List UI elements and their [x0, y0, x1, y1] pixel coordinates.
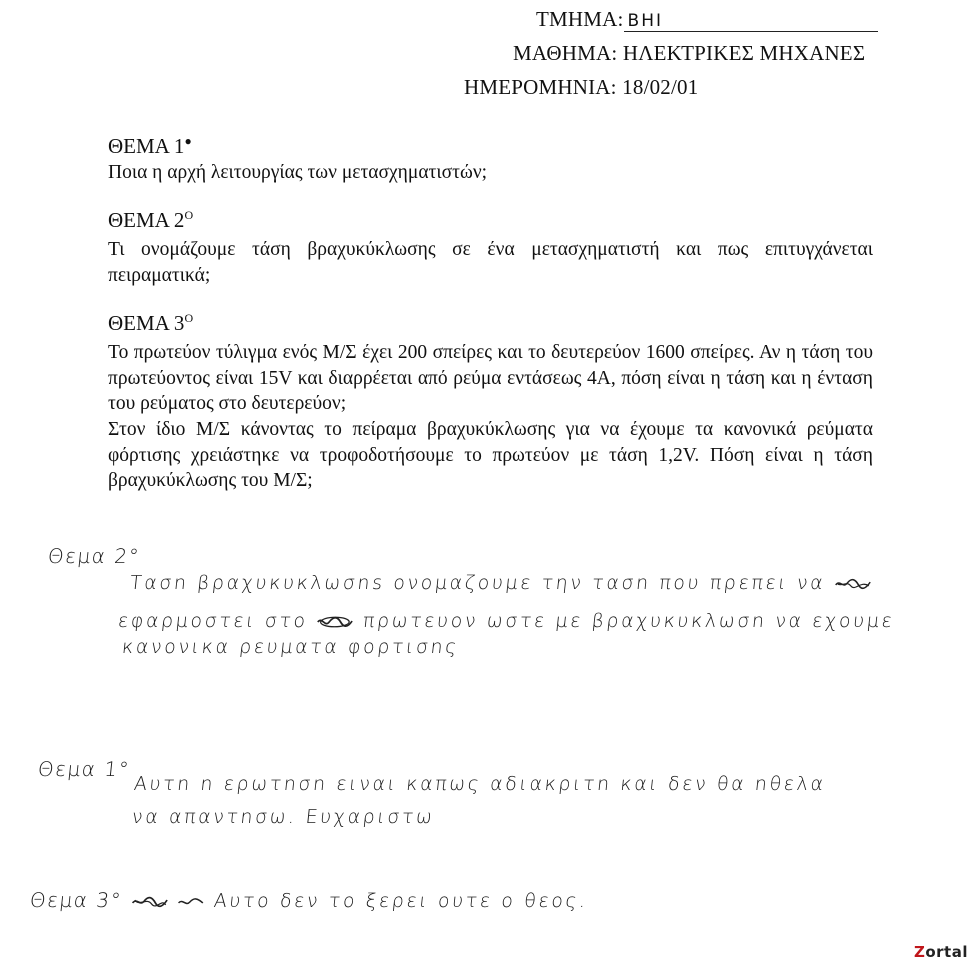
question-3-text-part-1: Το πρωτεύον τύλιγμα ενός Μ/Σ έχει 200 σπείρες και το δευτερεύον 1600 σπείρες. Αν η τάση του πρωτεύοντος είναι 15V και διαρρέεται από ρεύμα εντάσεως 4A, πόση είναι η τάση και η ένταση του ρεύματος στο δευτερεύον;	[108, 342, 873, 414]
answer-1-line-1: Αυτn n ερωτnσn ειναι καπως αδιακριτn και δεν θα nθελα	[132, 773, 827, 795]
department-label: ΤΜΗΜΑ:	[536, 7, 624, 31]
department-line	[536, 7, 878, 32]
answer-2-line-3: κανονικα ρευματα φορτισnς	[120, 636, 461, 658]
question-1-mark: ●	[184, 134, 192, 148]
subject-label: ΜΑΘΗΜΑ:	[513, 41, 618, 65]
answer-3-line: Θεμα 3° Αυτο δεν το ξερει ουτε ο θεος.	[28, 888, 590, 912]
department-value: ΒΗΙ	[624, 11, 878, 32]
date-value: 18/02/01	[622, 75, 699, 99]
scribble-icon	[316, 615, 355, 629]
question-2-title: ΘΕΜΑ $2^O$	[108, 208, 194, 232]
date-line	[464, 75, 698, 100]
answer-1-line-2: να απαντnσω. Ευχαριστω	[130, 806, 436, 828]
question-2-mark: O	[184, 208, 194, 222]
scribble-icon	[833, 577, 872, 591]
answer-2-line-2: εφαρμοστει στο πρωτευον ωστε με βραχυκυκλωσn να εχουμε	[116, 610, 896, 632]
subject-value: ΗΛΕΚΤΡΙΚΕΣ ΜΗΧΑΝΕΣ	[622, 41, 866, 65]
scribble-icon	[130, 895, 169, 909]
answer-3-label: Θεμα 3°	[28, 888, 124, 912]
question-3-text-part-2: Στον ίδιο Μ/Σ κάνοντας το πείραμα βραχυκύκλωσης για να έχουμε τα κανονικά ρεύματα φόρτισης χρειάστηκε να τροφοδοτήσουμε το πρωτεύον με τάση 1,2V. Πόση είναι η τάση βραχυκύκλωσης του Μ/Σ;	[108, 419, 873, 491]
site-logo: Zortal	[913, 943, 968, 961]
question-3-title: ΘΕΜΑ $3^O$	[108, 311, 194, 335]
question-1-title: ΘΕΜΑ 1●	[108, 134, 192, 158]
answer-2-line-1: Τασn βραχυκυκλωσns ονομαζουμε την τασn που πρεπει να	[129, 572, 873, 594]
question-2-text: Τι ονομάζουμε τάση βραχυκύκλωσης σε ένα μετασχηματιστή και πως επιτυγχάνεται πειραματικά;	[108, 239, 873, 286]
question-3-mark: O	[184, 311, 194, 325]
scribble-icon	[176, 895, 205, 909]
subject-line	[513, 41, 865, 66]
date-label: ΗΜΕΡΟΜΗΝΙΑ:	[464, 75, 617, 99]
question-1-text: Ποια η αρχή λειτουργίας των μετασχηματιστών;	[108, 162, 488, 183]
answer-1-label: Θεμα 1°	[36, 757, 132, 781]
answer-2-label: Θεμα 2°	[46, 544, 142, 568]
